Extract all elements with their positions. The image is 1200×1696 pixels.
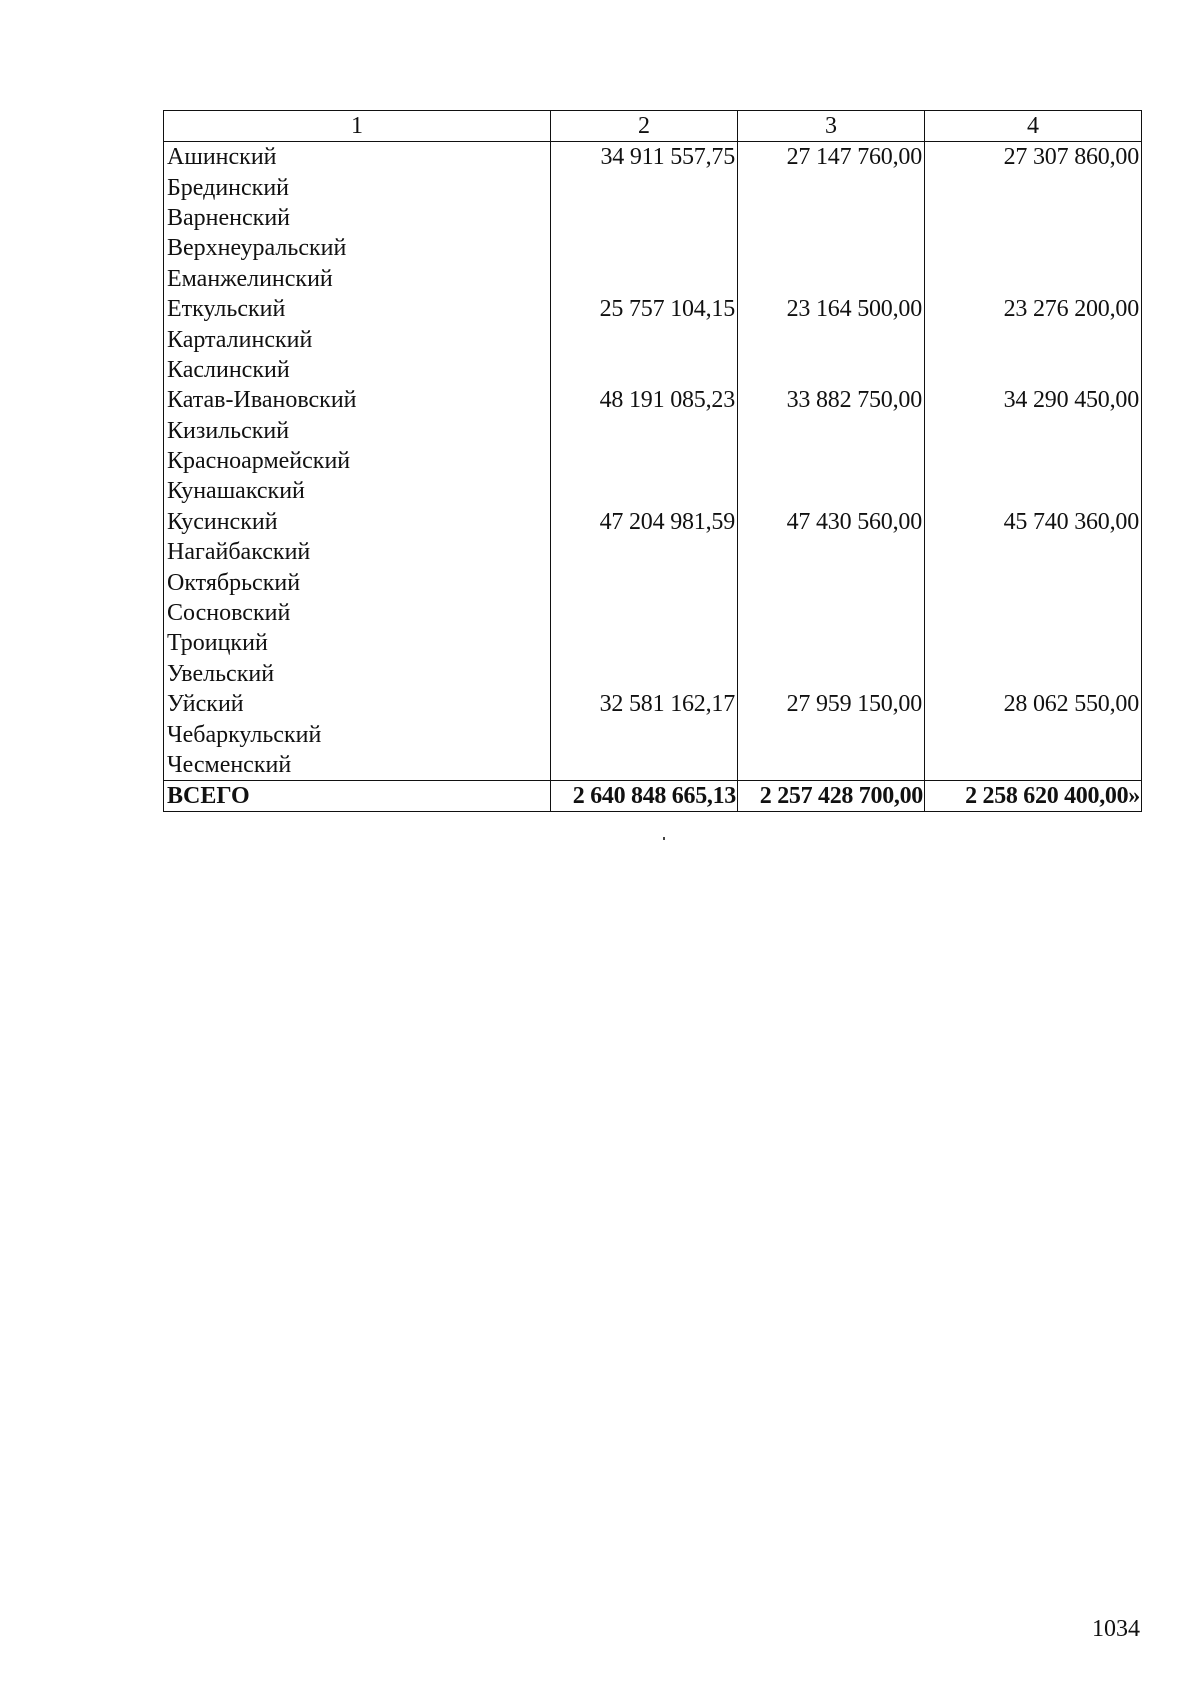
table-row: [164, 446, 1142, 476]
district-name: Красноармейский: [164, 446, 551, 476]
value-col2: [551, 719, 738, 749]
total-row: [164, 781, 1142, 812]
value-col3: [738, 628, 925, 658]
district-name: Нагайбакский: [164, 537, 551, 567]
value-col3: 27 147 760,00: [738, 142, 925, 173]
table-row: [164, 598, 1142, 628]
table-row: [164, 750, 1142, 781]
value-col3: [738, 416, 925, 446]
value-col2: [551, 264, 738, 294]
value-col4: [925, 172, 1142, 202]
total-col4: 2 258 620 400,00»: [925, 781, 1142, 812]
value-col2: 48 191 085,23: [551, 385, 738, 415]
value-col4: [925, 324, 1142, 354]
district-name: Кусинский: [164, 507, 551, 537]
table-row: [164, 385, 1142, 415]
value-col4: [925, 659, 1142, 689]
value-col3: 23 164 500,00: [738, 294, 925, 324]
value-col2: [551, 203, 738, 233]
value-col2: 25 757 104,15: [551, 294, 738, 324]
scan-speck: [663, 837, 665, 840]
value-col2: [551, 598, 738, 628]
value-col4: [925, 476, 1142, 506]
table-row: [164, 324, 1142, 354]
column-header-2: 2: [551, 111, 738, 142]
table-row: [164, 507, 1142, 537]
table-row: [164, 719, 1142, 749]
table-footer: [164, 781, 1142, 812]
district-name: Карталинский: [164, 324, 551, 354]
value-col4: [925, 567, 1142, 597]
value-col4: [925, 446, 1142, 476]
value-col2: [551, 172, 738, 202]
district-name: Увельский: [164, 659, 551, 689]
district-name: Чебаркульский: [164, 719, 551, 749]
column-header-4: 4: [925, 111, 1142, 142]
value-col2: [551, 355, 738, 385]
table-row: [164, 264, 1142, 294]
value-col4: [925, 203, 1142, 233]
table-row: [164, 142, 1142, 173]
value-col2: [551, 750, 738, 781]
value-col4: [925, 233, 1142, 263]
district-name: Кунашакский: [164, 476, 551, 506]
column-header-1: 1: [164, 111, 551, 142]
value-col3: 33 882 750,00: [738, 385, 925, 415]
value-col4: [925, 537, 1142, 567]
value-col2: [551, 537, 738, 567]
value-col2: [551, 446, 738, 476]
value-col3: [738, 750, 925, 781]
district-name: Катав-Ивановский: [164, 385, 551, 415]
value-col2: [551, 324, 738, 354]
value-col3: [738, 567, 925, 597]
district-name: Брединский: [164, 172, 551, 202]
value-col3: [738, 476, 925, 506]
header-row: [164, 111, 1142, 142]
table-row: [164, 628, 1142, 658]
value-col3: [738, 264, 925, 294]
value-col3: [738, 598, 925, 628]
value-col3: [738, 537, 925, 567]
value-col3: [738, 172, 925, 202]
value-col3: [738, 203, 925, 233]
table-row: [164, 355, 1142, 385]
district-name: Ашинский: [164, 142, 551, 173]
district-name: Варненский: [164, 203, 551, 233]
value-col2: [551, 567, 738, 597]
value-col4: [925, 264, 1142, 294]
table-row: [164, 233, 1142, 263]
budget-table: [163, 110, 1142, 812]
value-col3: 27 959 150,00: [738, 689, 925, 719]
value-col4: [925, 719, 1142, 749]
value-col3: [738, 446, 925, 476]
table-row: [164, 689, 1142, 719]
value-col2: 32 581 162,17: [551, 689, 738, 719]
value-col4: 28 062 550,00: [925, 689, 1142, 719]
total-col2: 2 640 848 665,13: [551, 781, 738, 812]
table-row: [164, 203, 1142, 233]
district-name: Каслинский: [164, 355, 551, 385]
value-col2: [551, 416, 738, 446]
district-name: Еткульский: [164, 294, 551, 324]
value-col2: [551, 659, 738, 689]
district-name: Сосновский: [164, 598, 551, 628]
district-name: Верхнеуральский: [164, 233, 551, 263]
table-row: [164, 416, 1142, 446]
value-col4: 34 290 450,00: [925, 385, 1142, 415]
table-row: [164, 567, 1142, 597]
table-row: [164, 172, 1142, 202]
value-col4: 27 307 860,00: [925, 142, 1142, 173]
value-col4: 45 740 360,00: [925, 507, 1142, 537]
district-name: Еманжелинский: [164, 264, 551, 294]
district-name: Кизильский: [164, 416, 551, 446]
total-col3: 2 257 428 700,00: [738, 781, 925, 812]
value-col4: [925, 355, 1142, 385]
table-row: [164, 659, 1142, 689]
district-name: Чесменский: [164, 750, 551, 781]
district-name: Уйский: [164, 689, 551, 719]
page-number: 1034: [1092, 1616, 1140, 1642]
value-col3: [738, 355, 925, 385]
table-row: [164, 294, 1142, 324]
table-row: [164, 537, 1142, 567]
district-name: Троицкий: [164, 628, 551, 658]
value-col3: [738, 719, 925, 749]
total-label: ВСЕГО: [164, 781, 551, 812]
column-header-3: 3: [738, 111, 925, 142]
table-body: [164, 142, 1142, 781]
value-col2: 47 204 981,59: [551, 507, 738, 537]
value-col3: [738, 659, 925, 689]
value-col2: 34 911 557,75: [551, 142, 738, 173]
value-col3: [738, 324, 925, 354]
table-header: [164, 111, 1142, 142]
value-col2: [551, 628, 738, 658]
value-col4: [925, 750, 1142, 781]
value-col4: [925, 416, 1142, 446]
value-col4: 23 276 200,00: [925, 294, 1142, 324]
table-row: [164, 476, 1142, 506]
value-col4: [925, 628, 1142, 658]
value-col3: [738, 233, 925, 263]
value-col4: [925, 598, 1142, 628]
value-col3: 47 430 560,00: [738, 507, 925, 537]
value-col2: [551, 476, 738, 506]
district-name: Октябрьский: [164, 567, 551, 597]
value-col2: [551, 233, 738, 263]
